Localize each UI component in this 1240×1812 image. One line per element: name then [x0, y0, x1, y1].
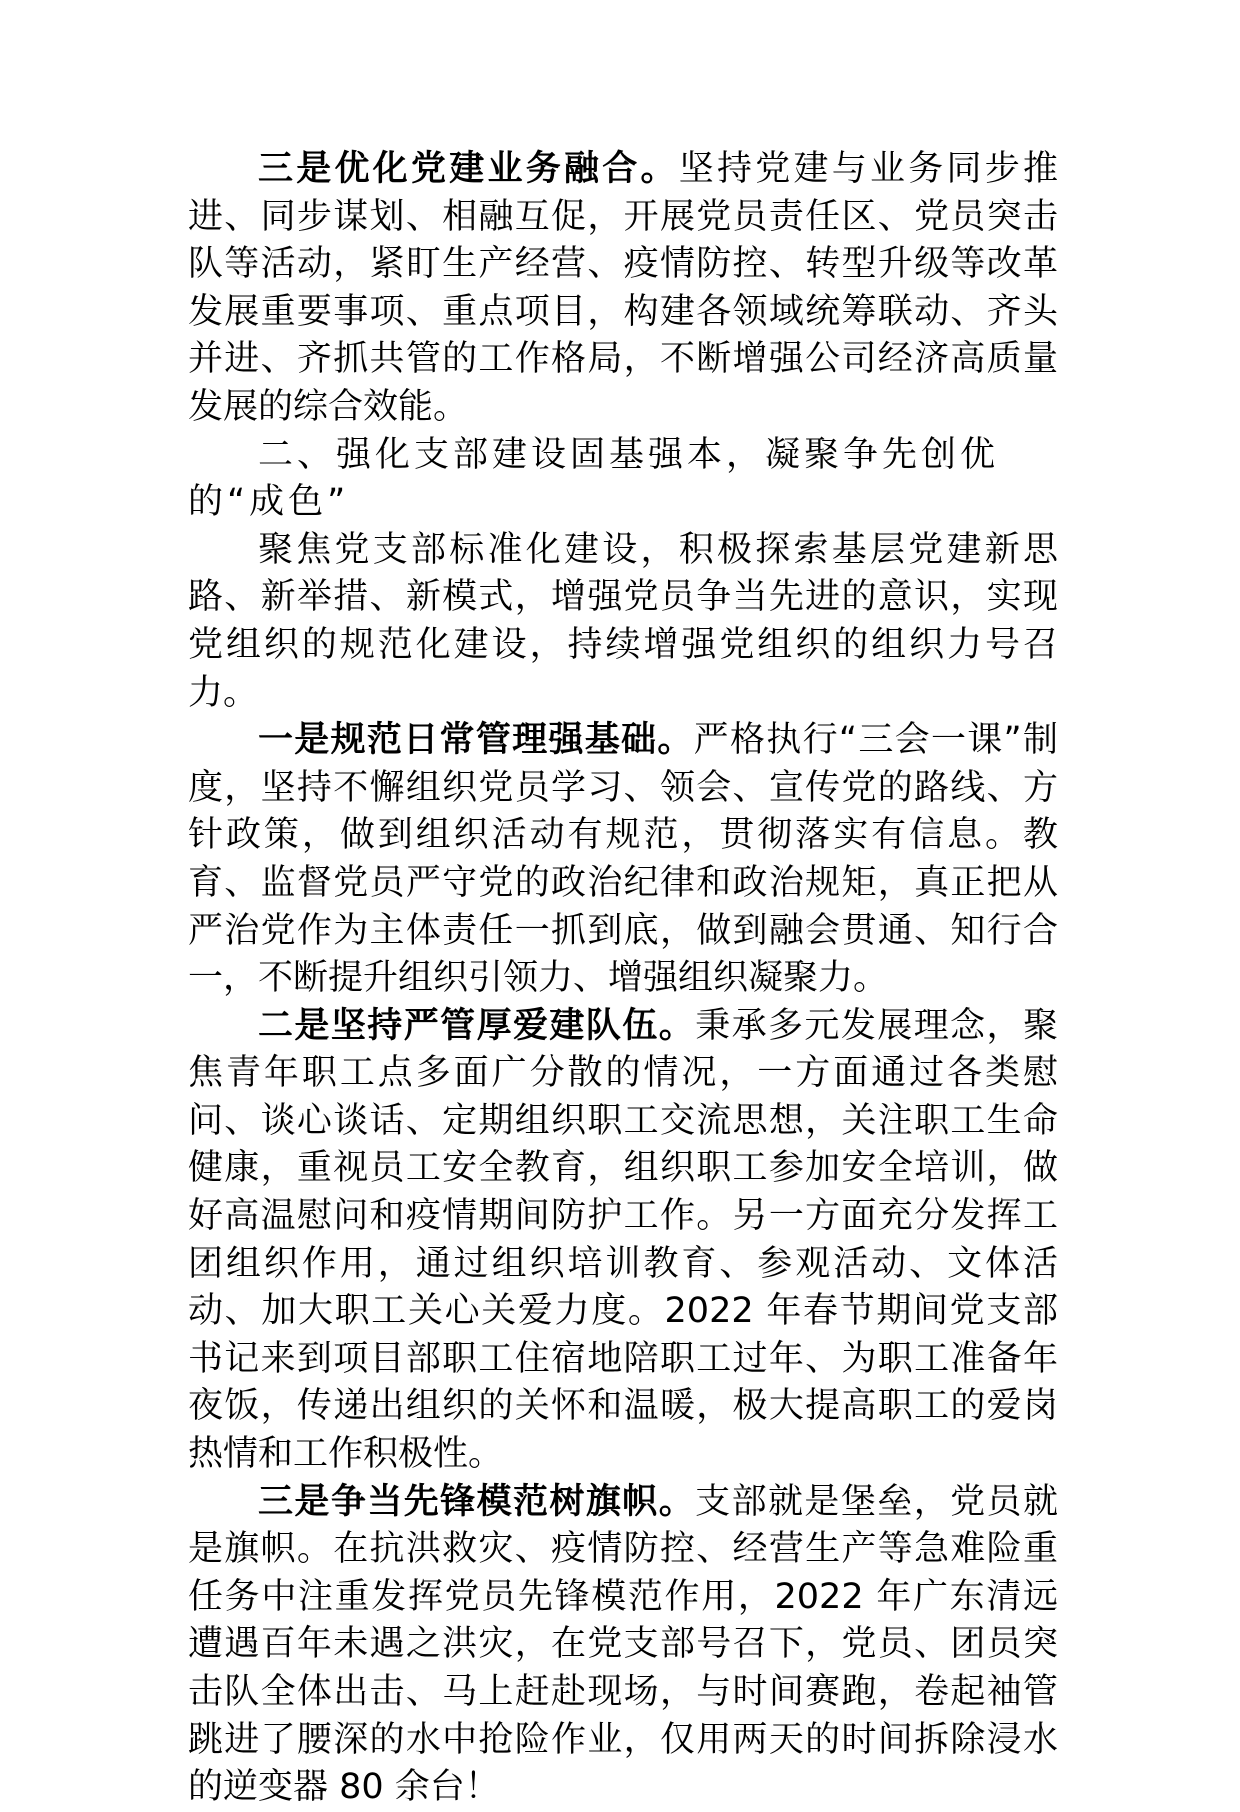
paragraph-party-business-integration [188, 146, 1058, 432]
paragraph-lead: 一是规范日常管理强基础。 [258, 720, 694, 761]
paragraph-branch-standardization [188, 527, 1058, 717]
paragraph-lead: 三是争当先锋模范树旗帜。 [258, 1481, 696, 1522]
section-heading: 二、强化支部建设固基强本，凝聚争先创优的“成色” [188, 434, 1000, 523]
paragraph-lead: 二是坚持严管厚爱建队伍。 [258, 1005, 696, 1046]
paragraph-text: 坚持党建与业务同步推进、同步谋划、相融互促，开展党员责任区、党员突击队等活动，紧盯生产经营、疫情防控、转型升级等改革发展重要事项、重点项目，构建各领域统筹联动、齐头并进、齐抓共管的工作格局，不断增强公司经济高质量发展的综合效能。 [188, 149, 1058, 427]
document-body [188, 146, 1058, 1812]
paragraph-vanguard-role [188, 1479, 1058, 1812]
paragraph-text: 秉承多元发展理念，聚焦青年职工点多面广分散的情况，一方面通过各类慰问、谈心谈话、定期组织职工交流思想，关注职工生命健康，重视员工安全教育，组织职工参加安全培训，做好高温慰问和疫情期间防护工作。另一方面充分发挥工团组织作用，通过组织培训教育、参观活动、文体活动、加大职工关心关爱力度。2022 年春节期间党支部书记来到项目部职工住宿地陪职工过年、为职工准备年夜饭，传递出组织的关怀和温暖，极大提高职工的爱岗热情和工作积极性。 [188, 1005, 1058, 1475]
paragraph-lead: 三是优化党建业务融合。 [258, 149, 679, 189]
paragraph-team-building [188, 1003, 1058, 1479]
paragraph-text: 支部就是堡垒，党员就是旗帜。在抗洪救灾、疫情防控、经营生产等急难险重任务中注重发挥党员先锋模范作用，2022 年广东清远遭遇百年未遇之洪灾，在党支部号召下，党员、团员突击队全体出击、马上赶赴现场，与时间赛跑，卷起袖管跳进了腰深的水中抢险作业，仅用两天的时间拆除浸水的逆变器 80 余台！ [188, 1481, 1058, 1808]
paragraph-daily-management [188, 717, 1058, 1003]
paragraph-text: 聚焦党支部标准化建设，积极探索基层党建新思路、新举措、新模式，增强党员争当先进的意识，实现党组织的规范化建设，持续增强党组织的组织力号召力。 [188, 529, 1058, 713]
paragraph-text: 严格执行“三会一课”制度，坚持不懈组织党员学习、领会、宣传党的路线、方针政策，做到组织活动有规范，贯彻落实有信息。教育、监督党员严守党的政治纪律和政治规矩，真正把从严治党作为主体责任一抓到底，做到融会贯通、知行合一，不断提升组织引领力、增强组织凝聚力。 [188, 720, 1058, 999]
